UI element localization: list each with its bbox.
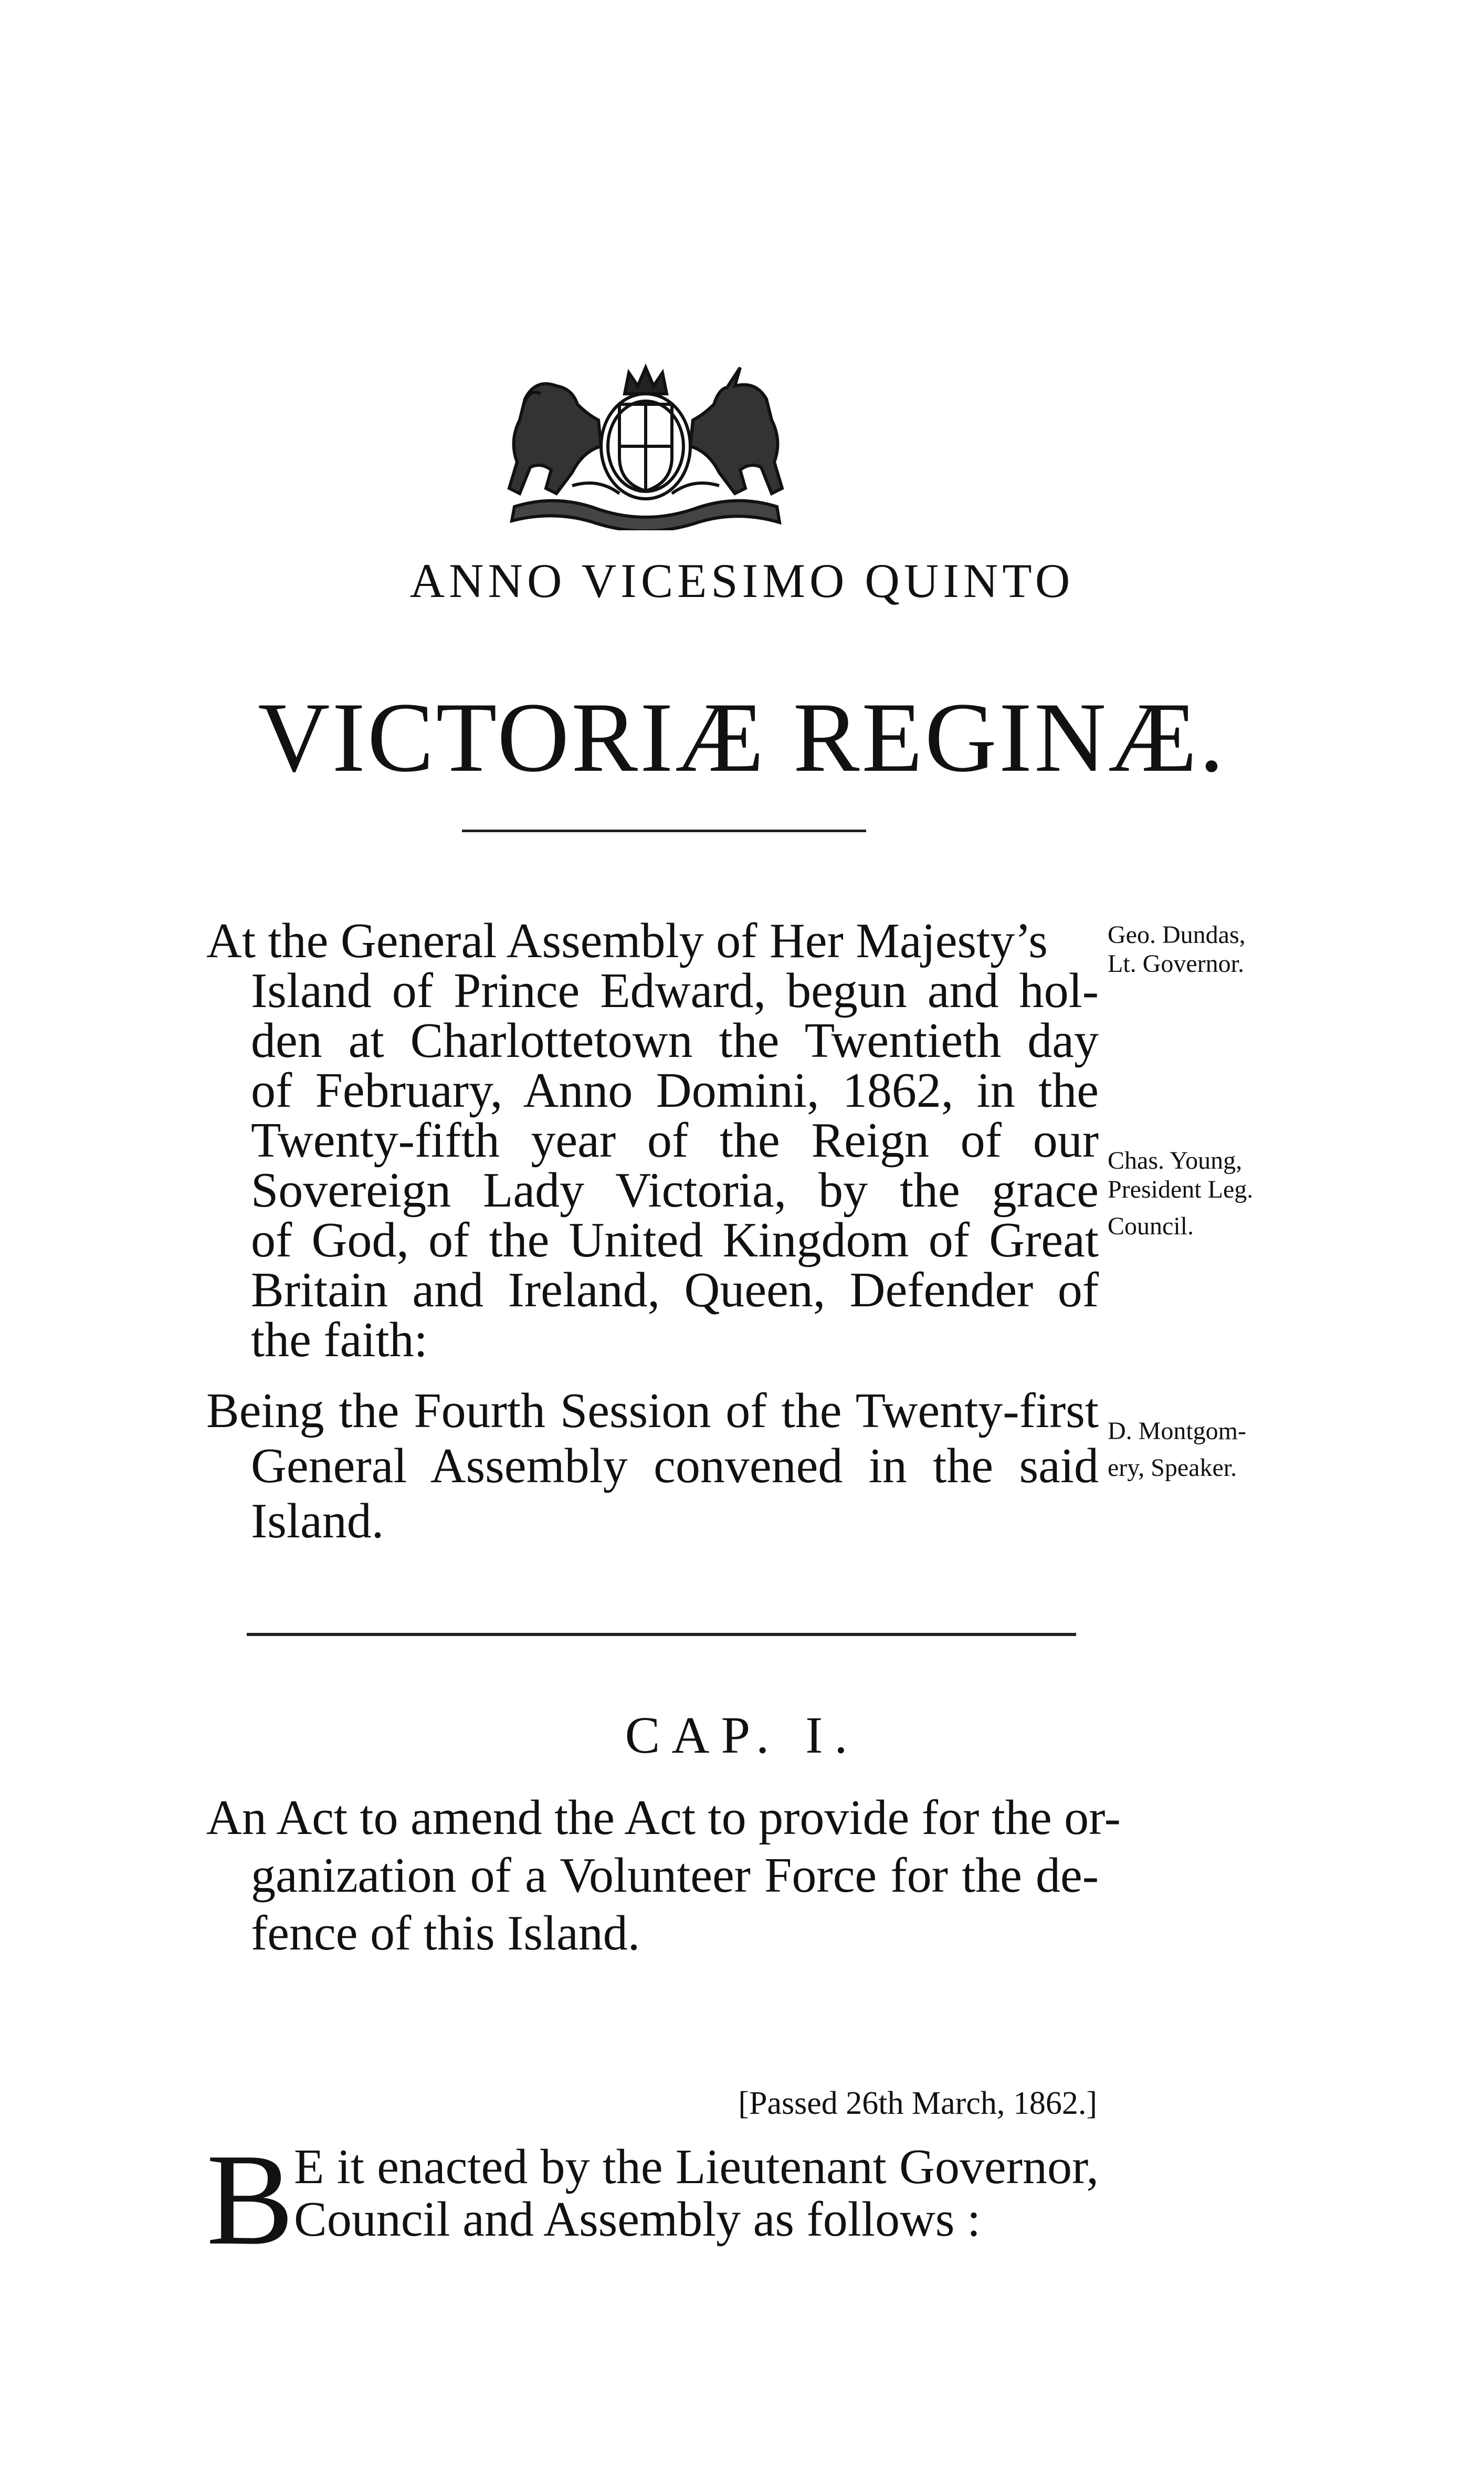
act-title-line: fence of this Island. xyxy=(251,1906,640,1961)
preamble-line: Island of Prince Edward, begun and hol- xyxy=(251,963,1099,1018)
margin-note-young: Chas. Young, xyxy=(1108,1147,1243,1175)
act-title-line: ganization of a Volunteer Force for the de- xyxy=(251,1848,1099,1903)
act-title-line: An Act to amend the Act to provide for the or- xyxy=(206,1790,1121,1845)
margin-note-young: Council. xyxy=(1108,1212,1194,1240)
passed-date: [Passed 26th March, 1862.] xyxy=(738,2085,1097,2121)
margin-note-montgomery: D. Montgom- xyxy=(1108,1417,1246,1445)
margin-note-dundas: Geo. Dundas, xyxy=(1108,921,1246,949)
preamble-line: At the General Assembly of Her Majesty’s xyxy=(206,914,1048,968)
divider xyxy=(247,1633,1076,1636)
preamble-line: the faith: xyxy=(251,1313,428,1367)
chapter-heading: CAP. I. xyxy=(625,1706,859,1764)
enacting-line: Council and Assembly as follows : xyxy=(294,2192,981,2247)
anno-heading: ANNO VICESIMO QUINTO xyxy=(409,554,1075,607)
preamble-line: Being the Fourth Session of the Twenty-first xyxy=(206,1383,1099,1438)
preamble-line: Island. xyxy=(251,1494,384,1548)
preamble-line: den at Charlottetown the Twentieth day xyxy=(251,1013,1099,1068)
preamble-line: of February, Anno Domini, 1862, in the xyxy=(251,1063,1099,1118)
preamble-line: General Assembly convened in the said xyxy=(251,1439,1099,1493)
enacting-line: E it enacted by the Lieutenant Governor, xyxy=(294,2140,1099,2194)
preamble-line: Twenty-fifth year of the Reign of our xyxy=(251,1113,1099,1168)
preamble-line: Sovereign Lady Victoria, by the grace xyxy=(251,1163,1099,1218)
preamble-line: Britain and Ireland, Queen, Defender of xyxy=(251,1263,1099,1317)
margin-note-young: President Leg. xyxy=(1108,1176,1254,1203)
royal-arms-crest xyxy=(493,357,798,530)
regina-title: VICTORIÆ REGINÆ. xyxy=(258,683,1226,793)
divider xyxy=(462,830,866,832)
drop-cap: B xyxy=(206,2127,294,2272)
preamble-line: of God, of the United Kingdom of Great xyxy=(251,1213,1099,1267)
margin-note-dundas: Lt. Governor. xyxy=(1108,950,1244,978)
margin-note-montgomery: ery, Speaker. xyxy=(1108,1454,1237,1482)
